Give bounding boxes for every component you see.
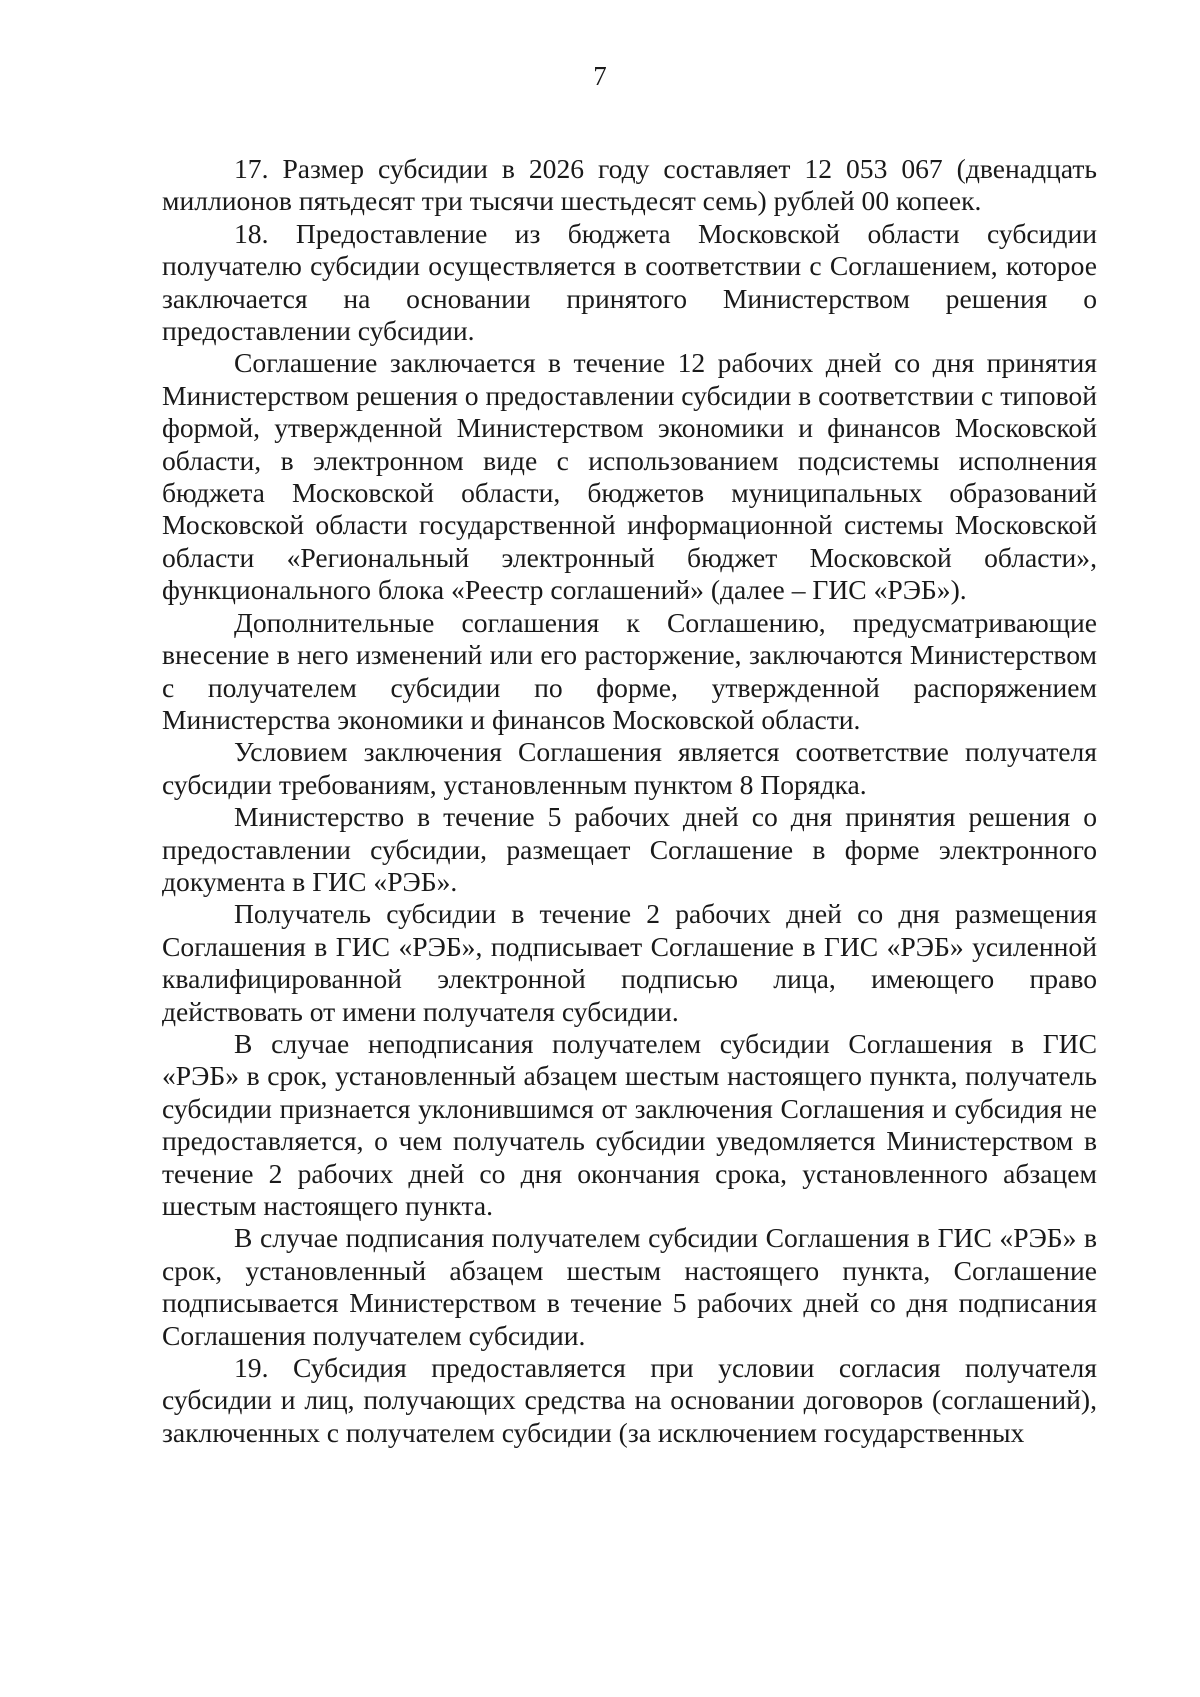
paragraph-item-17: 17. Размер субсидии в 2026 году составляет 12 053 067 (двенадцать миллионов пятьдесят три тысячи шестьдесят семь) рублей 00 копеек. — [162, 153, 1097, 217]
paragraph-additional-agreements: Дополнительные соглашения к Соглашению, предусматривающие внесение в него изменений или его расторжение, заключаются Министерством с получателем субсидии по форме, утвержденной распоряжением Министерства экономики и финансов Московской области. — [162, 606, 1097, 735]
paragraph-agreement-term: Соглашение заключается в течение 12 рабочих дней со дня принятия Министерством решения о предоставлении субсидии в соответствии с типовой формой, утвержденной Министерством экономики и финансов Московской области, в электронном виде с использованием подсистемы исполнения бюджета Московской области, бюджетов муниципальных образований Московской области государственной информационной системы Московской области «Региональный электронный бюджет Московской области», функционального блока «Реестр соглашений» (далее – ГИС «РЭБ»). — [162, 347, 1097, 606]
paragraph-ministry-signing: В случае подписания получателем субсидии Соглашения в ГИС «РЭБ» в срок, установленный абзацем шестым настоящего пункта, Соглашение подписывается Министерством в течение 5 рабочих дней со дня подписания Соглашения получателем субсидии. — [162, 1222, 1097, 1351]
paragraph-ministry-placement: Министерство в течение 5 рабочих дней со дня принятия решения о предоставлении субсидии, размещает Соглашение в форме электронного документа в ГИС «РЭБ». — [162, 801, 1097, 897]
page-number: 7 — [593, 61, 607, 91]
paragraph-item-19: 19. Субсидия предоставляется при условии согласия получателя субсидии и лиц, получающих средства на основании договоров (соглашений), заключенных с получателем субсидии (за исключением государственных — [162, 1352, 1097, 1448]
paragraph-non-signing: В случае неподписания получателем субсидии Соглашения в ГИС «РЭБ» в срок, установленный абзацем шестым настоящего пункта, получатель субсидии признается уклонившимся от заключения Соглашения и субсидия не предоставляется, о чем получатель субсидии уведомляется Министерством в течение 2 рабочих дней со дня окончания срока, установленного абзацем шестым настоящего пункта. — [162, 1027, 1097, 1221]
paragraph-item-18: 18. Предоставление из бюджета Московской области субсидии получателю субсидии осуществляется в соответствии с Соглашением, которое заключается на основании принятого Министерством решения о предоставлении субсидии. — [162, 217, 1097, 347]
document-body — [162, 153, 1097, 1449]
paragraph-recipient-signing: Получатель субсидии в течение 2 рабочих дней со дня размещения Соглашения в ГИС «РЭБ», подписывает Соглашение в ГИС «РЭБ» усиленной квалифицированной электронной подписью лица, имеющего право действовать от имени получателя субсидии. — [162, 898, 1097, 1027]
paragraph-agreement-condition: Условием заключения Соглашения является соответствие получателя субсидии требованиям, установленным пунктом 8 Порядка. — [162, 736, 1097, 800]
